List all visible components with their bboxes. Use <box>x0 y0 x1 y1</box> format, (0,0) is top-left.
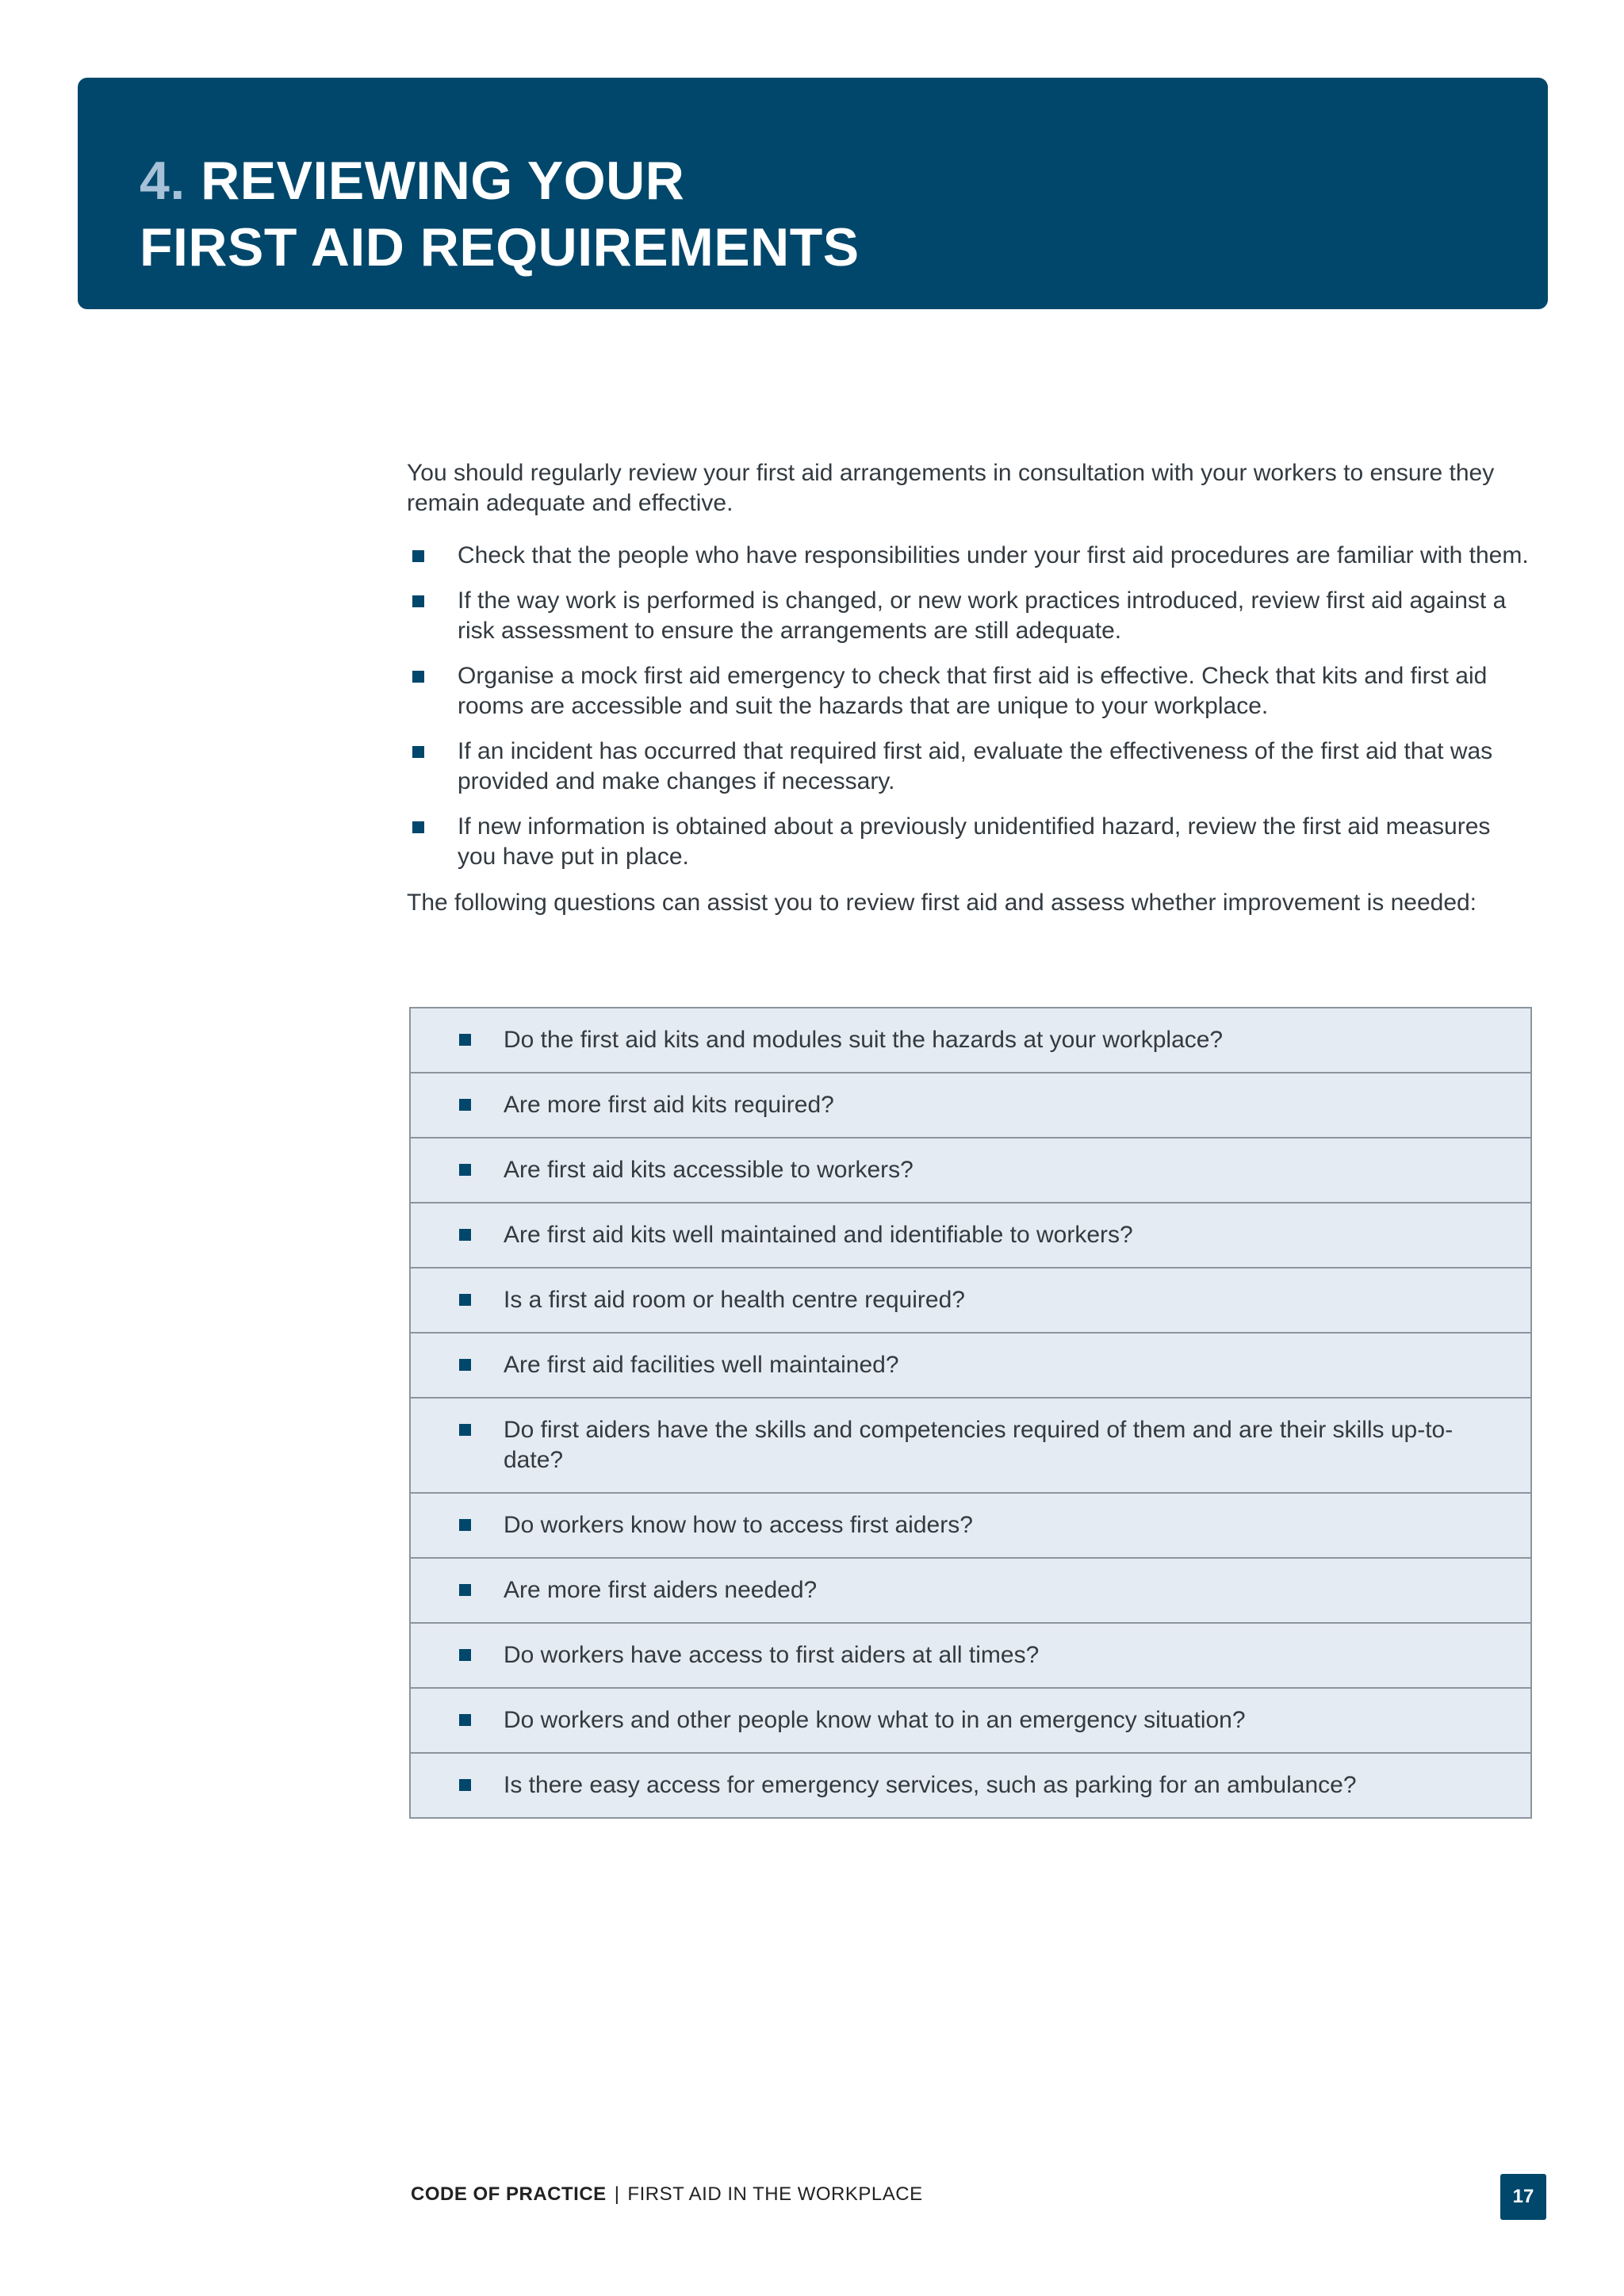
review-questions-table <box>409 1007 1532 1819</box>
page-footer <box>411 2183 923 2206</box>
question-text: Do workers have access to first aiders at all times? <box>504 1642 1040 1668</box>
square-bullet-icon <box>459 1424 471 1436</box>
page-number-badge: 17 <box>1500 2174 1546 2220</box>
section-header-banner <box>78 78 1548 309</box>
square-bullet-icon <box>459 1034 471 1046</box>
square-bullet-icon <box>459 1099 471 1111</box>
bullet-item <box>407 812 1533 872</box>
square-bullet-icon <box>459 1714 471 1726</box>
section-title-line2: FIRST AID REQUIREMENTS <box>140 217 860 277</box>
footer-doc-title: FIRST AID IN THE WORKPLACE <box>627 2183 923 2205</box>
section-title-line1: REVIEWING YOUR <box>201 151 685 211</box>
table-row <box>411 1754 1530 1819</box>
bullet-text: If an incident has occurred that required first aid, evaluate the effectiveness of the first aid that was provided and make changes if necessary. <box>458 738 1493 794</box>
intro-paragraph: You should regularly review your first aid arrangements in consultation with your workers to ensure they remain adequate and effective. <box>407 460 1495 516</box>
square-bullet-icon <box>412 746 424 758</box>
table-row <box>411 1203 1530 1269</box>
body-content <box>407 458 1533 918</box>
question-text: Do workers know how to access first aiders? <box>504 1512 973 1538</box>
square-bullet-icon <box>412 595 424 607</box>
question-text: Are first aid facilities well maintained? <box>504 1352 899 1378</box>
question-text: Are first aid kits accessible to workers? <box>504 1157 914 1183</box>
square-bullet-icon <box>412 821 424 833</box>
bullet-item <box>407 737 1533 797</box>
table-row <box>411 1008 1530 1073</box>
square-bullet-icon <box>459 1779 471 1791</box>
bullet-text: If the way work is performed is changed, or new work practices introduced, review first aid against a risk assessment to ensure the arrangements are still adequate. <box>458 587 1507 644</box>
question-text: Is a first aid room or health centre required? <box>504 1287 965 1313</box>
question-text: Is there easy access for emergency services, such as parking for an ambulance? <box>504 1772 1357 1798</box>
table-row <box>411 1399 1530 1494</box>
bullet-item <box>407 661 1533 721</box>
square-bullet-icon <box>412 550 424 562</box>
question-text: Do workers and other people know what to in an emergency situation? <box>504 1707 1246 1733</box>
table-row <box>411 1689 1530 1754</box>
bullet-text: Organise a mock first aid emergency to check that first aid is effective. Check that kits and first aid rooms are accessible and suit the hazards that are unique to your workplace. <box>458 663 1488 719</box>
review-bullet-list <box>407 541 1533 872</box>
table-row <box>411 1334 1530 1399</box>
square-bullet-icon <box>459 1164 471 1176</box>
bullet-text: Check that the people who have responsibilities under your first aid procedures are familiar with them. <box>458 542 1529 568</box>
table-row <box>411 1073 1530 1138</box>
footer-doc-type: CODE OF PRACTICE <box>411 2183 607 2205</box>
question-text: Are first aid kits well maintained and identifiable to workers? <box>504 1222 1133 1248</box>
table-row <box>411 1138 1530 1203</box>
square-bullet-icon <box>459 1649 471 1661</box>
table-row <box>411 1269 1530 1334</box>
footer-separator: | <box>614 2183 620 2205</box>
bullet-text: If new information is obtained about a previously unidentified hazard, review the first aid measures you have put in place. <box>458 813 1491 870</box>
square-bullet-icon <box>412 671 424 683</box>
table-row <box>411 1624 1530 1689</box>
section-number: 4. <box>140 151 186 211</box>
square-bullet-icon <box>459 1229 471 1241</box>
section-title <box>140 147 860 281</box>
table-row <box>411 1494 1530 1559</box>
square-bullet-icon <box>459 1294 471 1306</box>
question-text: Are more first aiders needed? <box>504 1577 818 1603</box>
square-bullet-icon <box>459 1584 471 1596</box>
question-text: Are more first aid kits required? <box>504 1092 834 1118</box>
bullet-item <box>407 586 1533 646</box>
square-bullet-icon <box>459 1519 471 1531</box>
table-row <box>411 1559 1530 1624</box>
bullet-item <box>407 541 1533 571</box>
square-bullet-icon <box>459 1359 471 1371</box>
questions-intro-paragraph: The following questions can assist you to review first aid and assess whether improvement is needed: <box>407 890 1477 916</box>
question-text: Do the first aid kits and modules suit the hazards at your workplace? <box>504 1027 1224 1053</box>
question-text: Do first aiders have the skills and competencies required of them and are their skills up-to-date? <box>504 1417 1454 1473</box>
